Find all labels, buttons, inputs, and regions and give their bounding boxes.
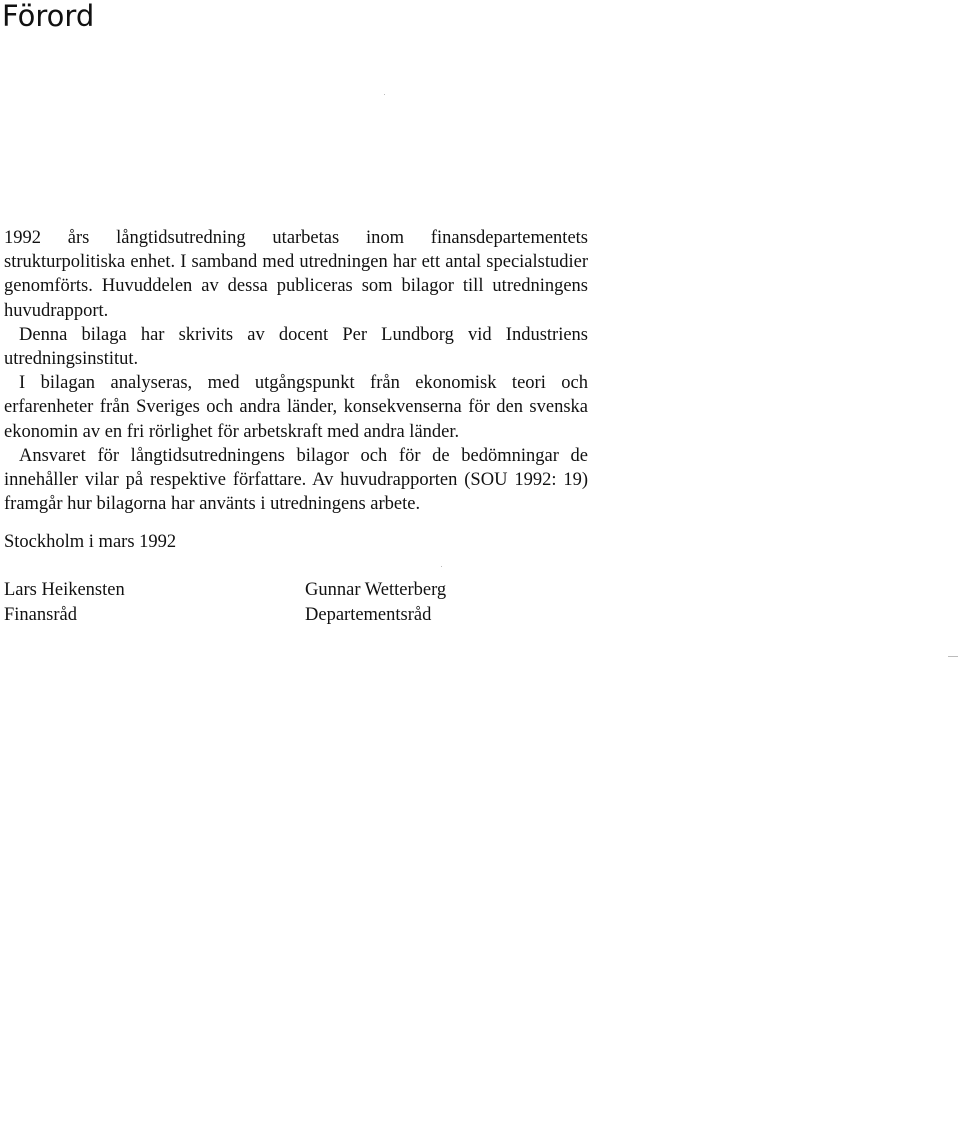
paragraph-responsibility: Ansvaret för långtidsutredningens bilagor och för de bedömningar de innehåller vilar på respektive författare. Av huvudrapporten (SOU 1992: 19) framgår hur bilagorna har använts i utredningens arbete.	[4, 445, 588, 515]
place-and-date: Stockholm i mars 1992	[4, 532, 177, 552]
signatory-name: Lars Heikensten	[4, 580, 125, 600]
signature-block-left	[4, 578, 125, 627]
scan-artifact	[441, 566, 442, 567]
signatory-title: Finansråd	[4, 604, 77, 625]
paragraph-purpose: 1992 års långtidsutredning utarbetas inom finansdepartementets strukturpolitiska enhet. I samband med utredningen har ett antal specialstudier genomförts. Huvuddelen av dessa publiceras som bilagor till utredningens huvudrapport.	[4, 228, 588, 321]
page-title: Förord	[2, 0, 95, 33]
signature-block-right	[305, 578, 446, 627]
foreword-body	[4, 226, 588, 516]
scan-artifact	[948, 656, 958, 657]
scan-artifact	[384, 94, 385, 95]
paragraph-analysis: I bilagan analyseras, med utgångspunkt från ekonomisk teori och erfarenheter från Sveriges och andra länder, konsekvenserna för den svenska ekonomin av en fri rörlighet för arbetskraft med andra länder.	[4, 373, 588, 442]
signatory-name: Gunnar Wetterberg	[305, 580, 447, 600]
signatory-title: Departementsråd	[305, 604, 432, 625]
paragraph-author: Denna bilaga har skrivits av docent Per Lundborg vid Industriens utredningsinstitut.	[4, 324, 588, 370]
